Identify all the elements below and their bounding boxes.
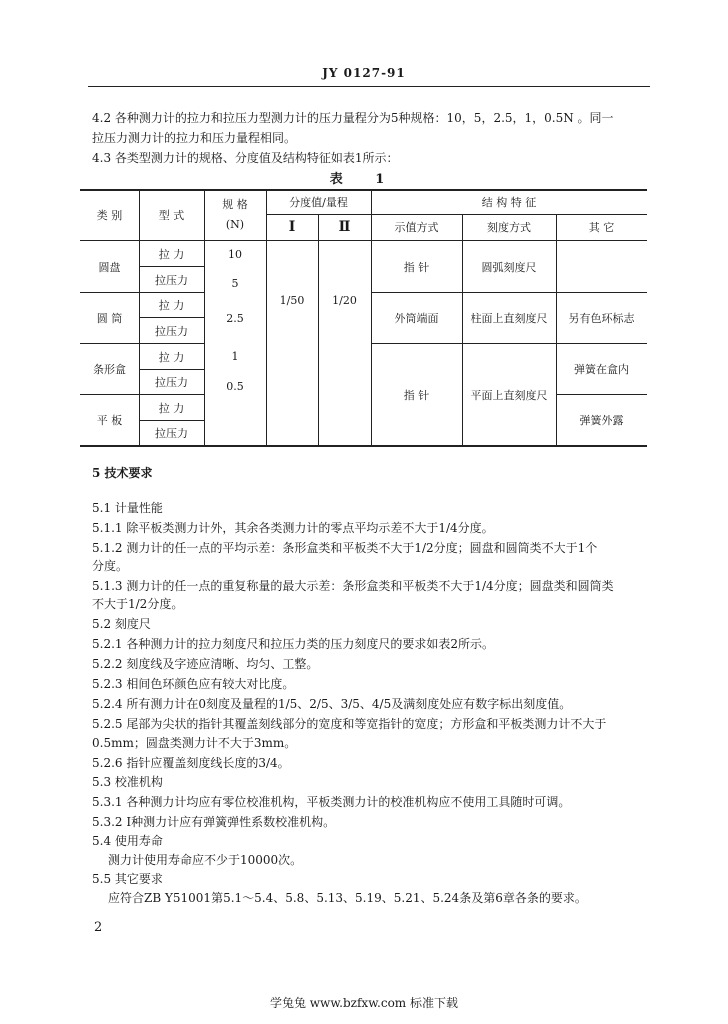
clause-5-3-2: 5.3.2 Ⅰ种测力计应有弹簧弹性系数校准机构。 — [92, 815, 336, 829]
spec-value: 10 — [228, 247, 242, 261]
th-category: 类 别 — [96, 209, 123, 222]
scale-method: 柱面上直刻度尺 — [470, 312, 548, 325]
th-type: 型 式 — [158, 209, 185, 222]
clause-5-3-1: 5.3.1 各种测力计均应有零位校准机构，平板类测力计的校准机构应不使用工具随时可调。 — [92, 795, 571, 809]
category-disc: 圆盘 — [98, 260, 121, 274]
page-number: 2 — [94, 920, 103, 935]
clause-5-2-5: 5.2.5 尾部为尖状的指针其覆盖刻线部分的宽度和等宽指针的宽度；方形盒和平板类测力计不大于 — [92, 717, 607, 731]
spec-value: 0.5 — [226, 379, 244, 393]
type-cell: 拉 力 — [158, 299, 185, 312]
spec-value: 1 — [231, 349, 239, 363]
type-cell: 拉 力 — [158, 350, 185, 364]
scale-method: 平面上直刻度尺 — [470, 388, 548, 402]
clause-5-1-1: 5.1.1 除平板类测力计外，其余各类测力计的零点平均示差不大于1/4分度。 — [92, 521, 494, 535]
clause-5-1: 5.1 计量性能 — [92, 501, 163, 515]
category-bar-box: 条形盒 — [93, 363, 126, 376]
th-spec: 规 格 — [222, 198, 248, 211]
th-structure: 结 构 特 征 — [481, 196, 537, 209]
paragraph-4-3: 4.3 各类型测力计的规格、分度值及结构特征如表1所示： — [92, 151, 399, 165]
clause-5-2-4: 5.2.4 所有测力计在0刻度及量程的1/5、2/5、3/5、4/5及满刻度处应有数字标出刻度值。 — [92, 697, 572, 711]
other-feature: 另有色环标志 — [568, 312, 635, 325]
clause-5-2-2: 5.2.2 刻度线及字迹应清晰、均匀、工整。 — [92, 657, 319, 671]
type-cell: 拉压力 — [155, 376, 188, 389]
category-flat-plate: 平 板 — [96, 414, 123, 427]
clause-5-4-text: 测力计使用寿命应不少于10000次。 — [108, 853, 303, 867]
clause-5-2-6: 5.2.6 指针应覆盖刻度线长度的3/4。 — [92, 756, 290, 770]
document-code: JY 0127-91 — [322, 66, 406, 80]
th-scale: 刻度方式 — [487, 221, 531, 234]
type-cell: 拉压力 — [155, 427, 188, 440]
table-bottom-rule — [80, 445, 647, 447]
type-cell: 拉压力 — [155, 273, 188, 287]
type-cell: 拉 力 — [158, 247, 185, 261]
division-1-value: 1/50 — [279, 293, 305, 307]
section-5-title: 5 技术要求 — [92, 466, 153, 480]
clause-5-3: 5.3 校准机构 — [92, 775, 163, 789]
clause-5-2-3: 5.2.3 相间色环颜色应有较大对比度。 — [92, 677, 295, 691]
paragraph-4-2-cont: 拉压力测力计的拉力和压力量程相同。 — [92, 131, 297, 145]
th-display: 示值方式 — [394, 221, 439, 234]
division-2-value: 1/20 — [332, 293, 357, 307]
type-cell: 拉压力 — [155, 324, 188, 338]
th-spec-unit: (N) — [225, 217, 245, 231]
header-rule — [88, 86, 650, 87]
table-col-line — [318, 214, 319, 446]
clause-5-1-3: 5.1.3 测力计的任一点的重复称量的最大示差：条形盒类和平板类不大于1/4分度；圆盘类和圆筒类 — [92, 579, 614, 593]
display-method: 指 针 — [403, 260, 430, 274]
th-division-2: Ⅱ — [338, 219, 351, 235]
other-feature: 弹簧外露 — [579, 414, 624, 427]
clause-5-4: 5.4 使用寿命 — [92, 834, 163, 848]
paragraph-4-2: 4.2 各种测力计的拉力和拉压力型测力计的压力量程分为5种规格：10，5，2.5，1，0.5N 。同一 — [92, 111, 614, 125]
scale-method: 圆弧刻度尺 — [481, 260, 537, 274]
clause-5-2-1: 5.2.1 各种测力计的拉力刻度尺和拉压力类的压力刻度尺的要求如表2所示。 — [92, 637, 494, 651]
footer-watermark: 学兔兔 www.bzfxw.com 标准下载 — [269, 996, 459, 1010]
clause-5-5-text: 应符合ZB Y51001第5.1～5.4、5.8、5.13、5.19、5.21、5.24条及第6章各条的要求。 — [108, 891, 587, 905]
spec-value: 2.5 — [226, 311, 244, 325]
th-other: 其 它 — [588, 221, 615, 234]
clause-5-1-2-cont: 分度。 — [92, 559, 129, 573]
category-cylinder: 圆 筒 — [96, 312, 123, 325]
clause-5-2-5-cont: 0.5mm；圆盘类测力计不大于3mm。 — [92, 736, 297, 750]
type-cell: 拉 力 — [158, 401, 185, 415]
clause-5-1-2: 5.1.2 测力计的任一点的平均示差：条形盒类和平板类不大于1/2分度；圆盘和圆筒类不大于1个 — [92, 541, 598, 555]
other-feature: 弹簧在盒内 — [574, 363, 629, 376]
clause-5-2: 5.2 刻度尺 — [92, 617, 151, 631]
spec-value: 5 — [231, 276, 239, 290]
th-division: 分度值/量程 — [289, 196, 348, 209]
display-method: 外筒端面 — [394, 312, 439, 325]
table-title: 表 1 — [329, 172, 399, 187]
display-method: 指 针 — [403, 388, 430, 402]
clause-5-5: 5.5 其它要求 — [92, 872, 163, 886]
th-division-1: Ⅰ — [288, 219, 296, 235]
clause-5-1-3-cont: 不大于1/2分度。 — [92, 597, 184, 611]
